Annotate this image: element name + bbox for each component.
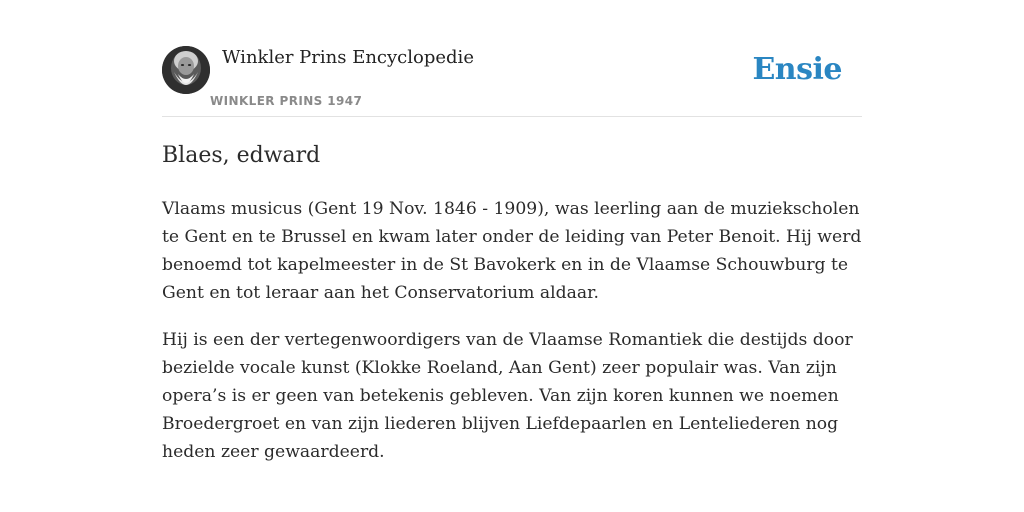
entry-paragraph: Hij is een der vertegenwoordigers van de Vlaamse Romantiek die destijds door bezielde vocale kunst (Klokke Roeland, Aan Gent) zeer populair was. Van zijn opera’s is er geen van betekenis gebleven. Van zijn koren kunnen we noemen Broedergroet en van zijn liederen blijven Liefdepaarlen en Lenteliederen nog heden zeer gewaardeerd. (162, 330, 853, 462)
author-portrait-image (162, 46, 210, 94)
brand-logo[interactable]: Ensie (752, 52, 842, 87)
author-avatar[interactable] (162, 46, 210, 94)
entry-title: Blaes, edward (162, 143, 321, 168)
source-subtitle[interactable]: WINKLER PRINS 1947 (210, 94, 363, 108)
entry-card (162, 46, 862, 466)
source-title[interactable]: Winkler Prins Encyclopedie (222, 47, 474, 68)
entry-header (162, 46, 862, 117)
entry-paragraph: Vlaams musicus (Gent 19 Nov. 1846 - 1909), was leerling aan de muziekscholen te Gent en te Brussel en kwam later onder de leiding van Peter Benoit. Hij werd benoemd tot kapelmeester in de St Bavokerk en in de Vlaamse Schouwburg te Gent en tot leraar aan het Conservatorium aldaar. (162, 199, 862, 303)
